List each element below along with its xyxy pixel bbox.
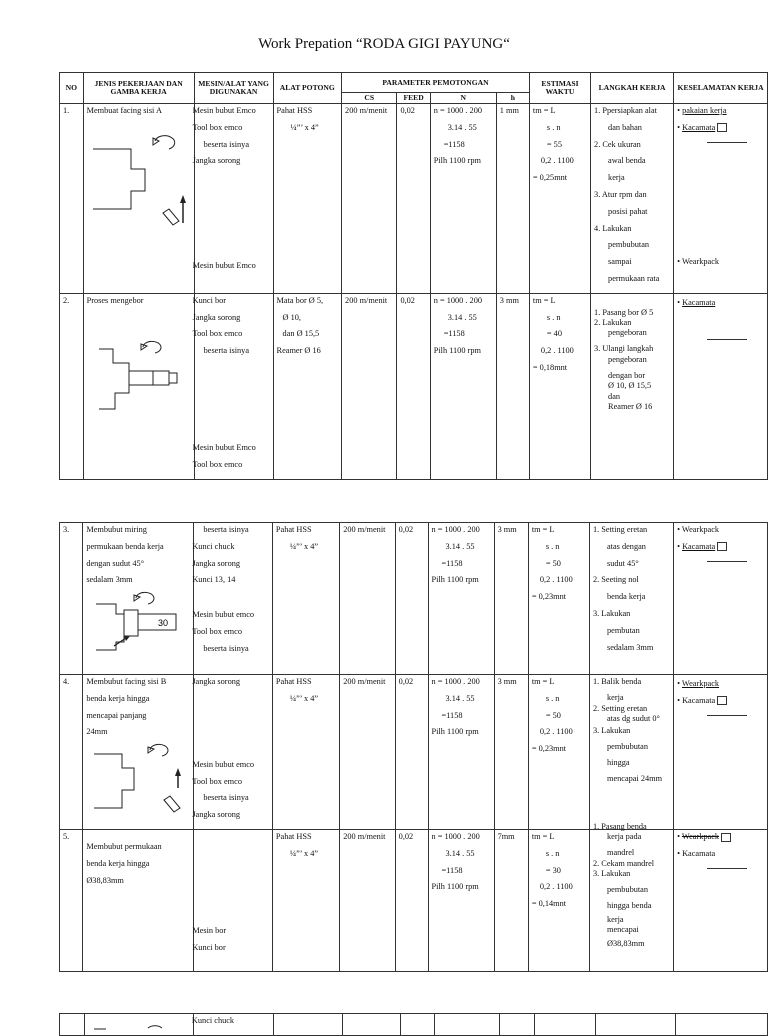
header-n: N (430, 93, 496, 104)
mesin-item: beserta isinya (203, 139, 249, 149)
work-table-part-3 (59, 1013, 768, 1036)
jenis-text: benda kerja hingga (86, 693, 150, 703)
box-mark-icon (717, 542, 727, 551)
langkah-line: sudut 45° (607, 558, 639, 568)
est-line: = 0,18mnt (532, 362, 568, 372)
feed-value: 0,02 (395, 829, 428, 971)
row-no: 2. (60, 293, 84, 479)
jenis-text: Membubut permukaan (86, 841, 162, 851)
langkah-line: mencapai (607, 925, 639, 935)
feed-value: 0,02 (397, 104, 430, 294)
mesin-item: Mesin bubut emco (192, 759, 255, 769)
n-calc: 3.14 . 55 (447, 312, 477, 322)
mesin-item: Mesin bor (192, 925, 227, 935)
langkah-line: 1. Pasang bor Ø 5 (594, 307, 654, 317)
callout-line (707, 868, 747, 869)
table-row: 3. Membubut miring permukaan benda kerja dengan sudut 45° sedalam 3mm 30 beserta isinya Kunci chuck Jangka sorong Kunci 13, 14 Mesin bubut emco Tool box emco beserta isinya Pahat HSS ¼”’ x 4” 200 m/menit 0,02 n = 1000 . 200 3.14 . 55 =1158 Pilh 1100 rpm 3 mm tm = L s . n = 50 0,2 . 1100 = 0,23mnt 1. Setting eretan atas dengan sudut 45° 2. Seeting nol benda kerja 3. Lakukan pembutan sedalam 3mm • Wearkpack • Kacamata (60, 523, 768, 675)
n-calc: Pilh 1100 rpm (433, 346, 481, 356)
jenis-text: mencapai panjang (86, 710, 147, 720)
mesin-item: Tool box emco (192, 459, 243, 469)
langkah-line: Reamer Ø 16 (608, 401, 653, 411)
mesin-item: Tool box emco (192, 626, 242, 636)
row-no: 5. (60, 829, 83, 971)
alat-item: Mata bor Ø 5, (276, 295, 324, 305)
kes-item: Kacamata (682, 848, 716, 858)
langkah-line: Ø 10, Ø 15,5 (608, 381, 652, 391)
box-mark-icon (717, 696, 727, 705)
h-value: 3 mm (496, 293, 529, 479)
cs-value: 200 m/menit (340, 829, 395, 971)
mesin-item: Kunci chuck (191, 1016, 235, 1025)
langkah-line: permukaan rata (608, 273, 660, 283)
kes-item: Wearkpack (681, 679, 720, 688)
kes-item: Wearkpack (681, 256, 720, 266)
next-sketch (88, 1016, 186, 1030)
n-calc: n = 1000 . 200 (433, 106, 482, 115)
cs-value: 200 m/menit (340, 523, 395, 675)
h-value: 3 mm (494, 523, 528, 675)
alat-item: Ø 10, (282, 312, 301, 322)
header-alat: ALAT POTONG (273, 73, 342, 104)
mesin-item: Jangka sorong (192, 558, 241, 568)
n-calc: Pilh 1100 rpm (431, 882, 479, 892)
jenis-text: Membuat facing sisi A (86, 106, 162, 115)
taper-sketch (92, 592, 190, 654)
header-feed: FEED (397, 93, 430, 104)
mesin-item: Jangka sorong (192, 810, 241, 820)
jenis-text: Membubut facing sisi B (86, 677, 167, 686)
langkah-line: kerja (608, 173, 625, 183)
est-line: = 0,23mnt (531, 592, 567, 602)
langkah-line: kerja (607, 915, 624, 925)
h-value: 3 mm (494, 675, 528, 830)
alat-item: ¼”’ x 4” (289, 693, 319, 703)
box-mark-icon (721, 833, 731, 842)
mesin-item: Mesin bubut Emco (192, 106, 256, 115)
mesin-item: Kunci chuck (192, 541, 235, 551)
callout-line (707, 715, 747, 716)
alat-item: Pahat HSS (276, 106, 313, 115)
callout-line (707, 339, 747, 340)
n-calc: Pilh 1100 rpm (431, 575, 479, 585)
est-line: tm = L (531, 831, 555, 841)
table-row (60, 1014, 768, 1036)
mesin-item: beserta isinya (203, 793, 249, 803)
alat-item: ¼”’ x 4” (289, 848, 319, 858)
n-calc: =1158 (443, 139, 465, 149)
n-calc: 3.14 . 55 (445, 541, 475, 551)
n-calc: =1158 (441, 558, 463, 568)
h-value: 1 mm (496, 104, 529, 294)
jenis-text: Proses mengebor (86, 295, 144, 305)
cs-value: 200 m/menit (340, 675, 395, 830)
header-cs: CS (342, 93, 397, 104)
mesin-item: Tool box emco (192, 329, 243, 339)
mesin-item: Mesin bubut Emco (192, 261, 256, 271)
n-calc: n = 1000 . 200 (433, 295, 482, 305)
est-line: tm = L (531, 677, 555, 686)
n-calc: 3.14 . 55 (445, 693, 475, 703)
table-row: 5. Membubut permukaan benda kerja hingga Ø38,83mm Mesin bor Kunci bor Pahat HSS ¼”’ x 4” 200 m/menit 0,02 n = 1000 . 200 3.14 . 55 =1158 Pilh 1100 rpm 7mm tm = L s . n = 30 0,2 . 1100 = 0,14mnt 1. Pasang benda kerja pada mandrel 2. Cekam mandrel 3. Lakukan pembubutan hingga benda kerja mencapai Ø38,83mm • Wearkpack • Kacamata (60, 829, 768, 971)
table-row: 1. Membuat facing sisi A Mesin bubut Emco Tool box emco beserta isinya Jangka sorong Mesin bubut Emco Pahat HSS ¼”’ x 4” 200 m/menit 0,02 n = 1000 . 200 3.14 . 55 =1158 Pilh 1100 rpm 1 mm tm = L s . n = 55 0,2 . 1100 = 0,25mnt 1. Ppersiapkan alat dan bahan 2. Cek ukuran awal benda kerja 3. Atur rpm dan posisi pahat 4. Lakukan pembubutan sampai permukaan rata • pakaian kerja • Kacamata • Wearkpack (60, 104, 768, 294)
est-line: = 50 (545, 710, 561, 720)
langkah-line: awal benda (608, 156, 646, 166)
header-param: PARAMETER PEMOTONGAN (342, 73, 530, 93)
langkah-line: 2. Lakukan (594, 318, 632, 328)
alat-item: ¼”’ x 4” (290, 122, 319, 132)
dimension-label: 30 (158, 618, 169, 629)
est-line: = 55 (546, 139, 562, 149)
langkah-line: hingga (607, 758, 630, 768)
header-langkah: LANGKAH KERJA (591, 73, 674, 104)
langkah-line: 2. Cek ukuran (594, 139, 641, 149)
cs-value: 200 m/menit (342, 293, 397, 479)
est-line: tm = L (531, 525, 555, 534)
n-calc: =1158 (443, 329, 465, 339)
mesin-item: Tool box emco (192, 776, 242, 786)
facing-b-sketch (92, 744, 190, 816)
feed-value: 0,02 (397, 293, 430, 479)
jenis-text: sedalam 3mm (86, 575, 133, 585)
header-jenis: JENIS PEKERJAAN DAN GAMBA KERJA (83, 73, 194, 104)
cs-value: 200 m/menit (342, 104, 397, 294)
langkah-line: pengeboran (608, 354, 647, 364)
facing-sketch (93, 129, 191, 227)
kes-item: Kacamata (682, 122, 716, 132)
jenis-text: permukaan benda kerja (86, 541, 164, 551)
est-line: 0,2 . 1100 (540, 346, 574, 356)
langkah-line: Ø38,83mm (607, 939, 645, 949)
n-calc: Pilh 1100 rpm (433, 156, 481, 166)
langkah-line: hingga benda (607, 901, 652, 911)
mesin-item: Jangka sorong (192, 312, 241, 322)
mesin-item: Jangka sorong (192, 156, 241, 166)
langkah-line: pembubutan (608, 240, 650, 250)
est-line: s . n (545, 541, 560, 551)
box-mark-icon (717, 123, 727, 132)
kes-item: pakaian kerja (682, 106, 727, 115)
mesin-item: beserta isinya (203, 525, 249, 534)
jenis-text: 24mm (86, 727, 108, 737)
langkah-line: 2. Setting eretan (593, 703, 648, 713)
est-line: = 0,25mnt (532, 173, 568, 183)
langkah-line: sedalam 3mm (607, 642, 654, 652)
jenis-text: Ø38,83mm (86, 875, 124, 885)
table-row: 4. Membubut facing sisi B benda kerja hingga mencapai panjang 24mm Jangka sorong Mesin bubut emco Tool box emco beserta isinya Jangka sorong Pahat HSS ¼”’ x 4” 200 m/menit 0,02 n = 1000 . 200 3.14 . 55 =1158 Pilh 1100 rpm 3 mm tm = L s . n = 50 0,2 . 1100 = 0,23mnt 1. Balik benda kerja 2. Setting eretan atas dg sudut 0° 3. Lakukan pembubutan hingga mencapai 24mm • Wearkpack • Kacamata (60, 675, 768, 830)
mesin-item: beserta isinya (203, 643, 249, 653)
est-line: 0,2 . 1100 (539, 882, 573, 892)
alat-item: Reamer Ø 16 (276, 346, 321, 356)
langkah-line: 2. Seeting nol (593, 575, 639, 585)
est-line: 0,2 . 1100 (539, 727, 573, 737)
est-line: s . n (546, 312, 561, 322)
est-line: = 0,14mnt (531, 899, 567, 909)
drilling-sketch (93, 335, 191, 435)
feed-value: 0,02 (395, 675, 428, 830)
kes-item: Kacamata (682, 541, 716, 551)
langkah-line: 3. Lakukan (593, 608, 631, 618)
feed-value: 0,02 (395, 523, 428, 675)
langkah-line: dan (608, 391, 621, 401)
langkah-line: 1. Ppersiapkan alat (594, 106, 657, 115)
langkah-line: 3. Lakukan (593, 726, 631, 736)
page-title: Work Prepation “RODA GIGI PAYUNG“ (258, 36, 510, 52)
n-calc: n = 1000 . 200 (431, 525, 480, 534)
est-line: = 30 (545, 865, 561, 875)
h-value: 7mm (494, 829, 528, 971)
row-no: 4. (60, 675, 83, 830)
work-table-part-1 (59, 72, 768, 480)
header-keselamatan: KESELAMATAN KERJA (674, 73, 768, 104)
kes-item: Kacamata (682, 695, 716, 705)
langkah-line: 1. Pasang benda (593, 821, 647, 831)
alat-item: ¼”’ x 4” (289, 541, 319, 551)
header-estimasi: ESTIMASI WAKTU (529, 73, 590, 104)
jenis-text: dengan sudut 45° (86, 558, 145, 568)
langkah-line: dengan bor (608, 370, 646, 380)
langkah-line: pengeboran (608, 328, 647, 338)
langkah-line: 3. Ulangi langkah (594, 344, 654, 354)
mesin-item: beserta isinya (203, 346, 249, 356)
n-calc: =1158 (441, 865, 463, 875)
header-h: h (496, 93, 529, 104)
langkah-line: kerja pada (607, 832, 642, 842)
alat-item: Pahat HSS (275, 677, 312, 686)
langkah-line: pembutan (607, 625, 640, 635)
langkah-line: sampai (608, 257, 632, 267)
est-line: 0,2 . 1100 (540, 156, 574, 166)
work-table-part-2 (59, 522, 768, 972)
n-calc: n = 1000 . 200 (431, 677, 480, 686)
est-line: = 40 (546, 329, 562, 339)
header-no: NO (60, 73, 84, 104)
mesin-item: Kunci 13, 14 (192, 575, 236, 585)
langkah-line: 4. Lakukan (594, 223, 632, 233)
n-calc: n = 1000 . 200 (431, 831, 480, 841)
n-calc: 3.14 . 55 (447, 122, 477, 132)
langkah-line: posisi pahat (608, 206, 648, 216)
row-no: 1. (60, 104, 84, 294)
langkah-line: mandrel (607, 848, 635, 858)
est-line: s . n (545, 848, 560, 858)
jenis-text: benda kerja hingga (86, 858, 150, 868)
jenis-text: Membubut miring (86, 525, 147, 534)
mesin-item: Kunci bor (192, 942, 226, 952)
langkah-line: pembubutan (607, 885, 649, 895)
alat-item: Pahat HSS (275, 831, 312, 841)
mesin-item: Tool box emco (192, 122, 243, 132)
est-line: tm = L (532, 295, 556, 305)
mesin-item: Mesin bubut Emco (192, 442, 256, 452)
langkah-line: pembubutan (607, 742, 649, 752)
est-line: s . n (545, 693, 560, 703)
est-line: tm = L (532, 106, 556, 115)
header-mesin: MESIN/ALAT YANG DIGUNAKAN (194, 73, 273, 104)
mesin-item: Mesin bubut emco (192, 610, 255, 620)
est-line: = 50 (545, 558, 561, 568)
langkah-line: 3. Lakukan (593, 869, 631, 879)
n-calc: =1158 (441, 710, 463, 720)
langkah-line: atas dengan (607, 541, 646, 551)
kes-item: Wearkpack (681, 525, 720, 534)
row-no: 3. (60, 523, 83, 675)
langkah-line: 2. Cekam mandrel (593, 858, 655, 868)
callout-line (707, 561, 747, 562)
est-line: = 0,23mnt (531, 744, 567, 754)
mesin-item: Jangka sorong (192, 677, 241, 686)
langkah-line: kerja (607, 693, 624, 703)
langkah-line: 3. Atur rpm dan (594, 189, 647, 199)
alat-item: dan Ø 15,5 (282, 329, 320, 339)
n-calc: Pilh 1100 rpm (431, 727, 479, 737)
est-line: 0,2 . 1100 (539, 575, 573, 585)
langkah-line: dan bahan (608, 122, 642, 132)
kes-item: Kacamata (682, 297, 716, 307)
alat-item: Pahat HSS (275, 525, 312, 534)
n-calc: 3.14 . 55 (445, 848, 475, 858)
langkah-line: mencapai 24mm (607, 774, 663, 784)
langkah-line: benda kerja (607, 592, 646, 602)
est-line: s . n (546, 122, 561, 132)
mesin-item: Kunci bor (192, 295, 227, 305)
table-row: 2. Proses mengebor Kunci bor Jangka sorong Tool box emco beserta isinya Mesin bubut Emco Tool box emco Mata bor Ø 5, Ø 10, dan Ø 15,5 Reamer Ø 16 200 m/menit 0,02 n = 1000 . 200 3.14 . 55 =1158 Pilh 1100 rpm 3 mm tm = L s . n = 40 0,2 . 1100 = 0,18mnt 1. Pasang bor Ø 5 2. Lakukan pengeboran 3. Ulangi langkah pengeboran dengan bor Ø 10, Ø 15,5 dan Reamer Ø 16 • Kacamata (60, 293, 768, 479)
kes-item: Wearkpack (681, 831, 720, 841)
langkah-line: 1. Balik benda (593, 677, 642, 686)
langkah-line: 1. Setting eretan (593, 525, 648, 534)
langkah-line: atas dg sudut 0° (607, 714, 660, 724)
